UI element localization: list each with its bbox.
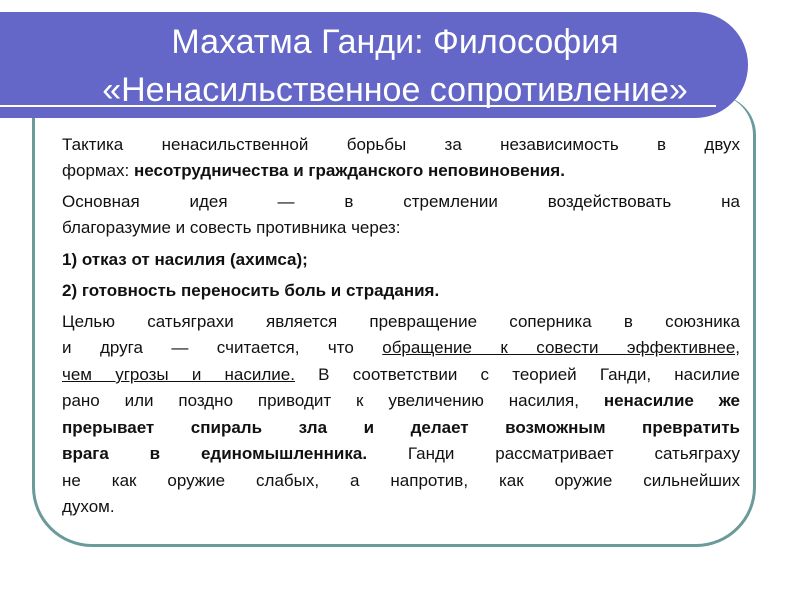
text-line: не как оружие слабых, а напротив, как оружие сильнейших: [62, 471, 740, 490]
slide-title-line2: «Ненасильственное сопротивление»: [102, 71, 688, 109]
text-line: врага в единомышленника. Ганди рассматривает сатьяграху: [62, 444, 740, 463]
text-line: духом.: [62, 497, 115, 516]
text-line: Целью сатьяграхи является превращение соперника в союзника: [62, 312, 740, 331]
text-line: формах: несотрудничества и гражданского неповиновения.: [62, 161, 565, 180]
list-item: 2) готовность переносить боль и страдания.: [62, 281, 440, 300]
text-line: благоразумие и совесть противника через:: [62, 218, 401, 237]
text-line: Тактика ненасильственной борьбы за независимость в двух: [62, 135, 740, 154]
list-item: 1) отказ от насилия (ахимса);: [62, 250, 308, 269]
slide-title-line1: Махатма Ганди: Философия: [171, 23, 619, 61]
text-line: Основная идея — в стремлении воздействовать на: [62, 192, 740, 211]
text-line: рано или поздно приводит к увеличению насилия, ненасилие же: [62, 391, 741, 410]
text-line: чем угрозы и насилие. В соответствии с теорией Ганди, насилие: [62, 365, 740, 384]
text-line: прерывает спираль зла и делает возможным превратить: [62, 418, 740, 437]
text-line: и друга — считается, что обращение к совести эффективнее,: [62, 338, 740, 357]
